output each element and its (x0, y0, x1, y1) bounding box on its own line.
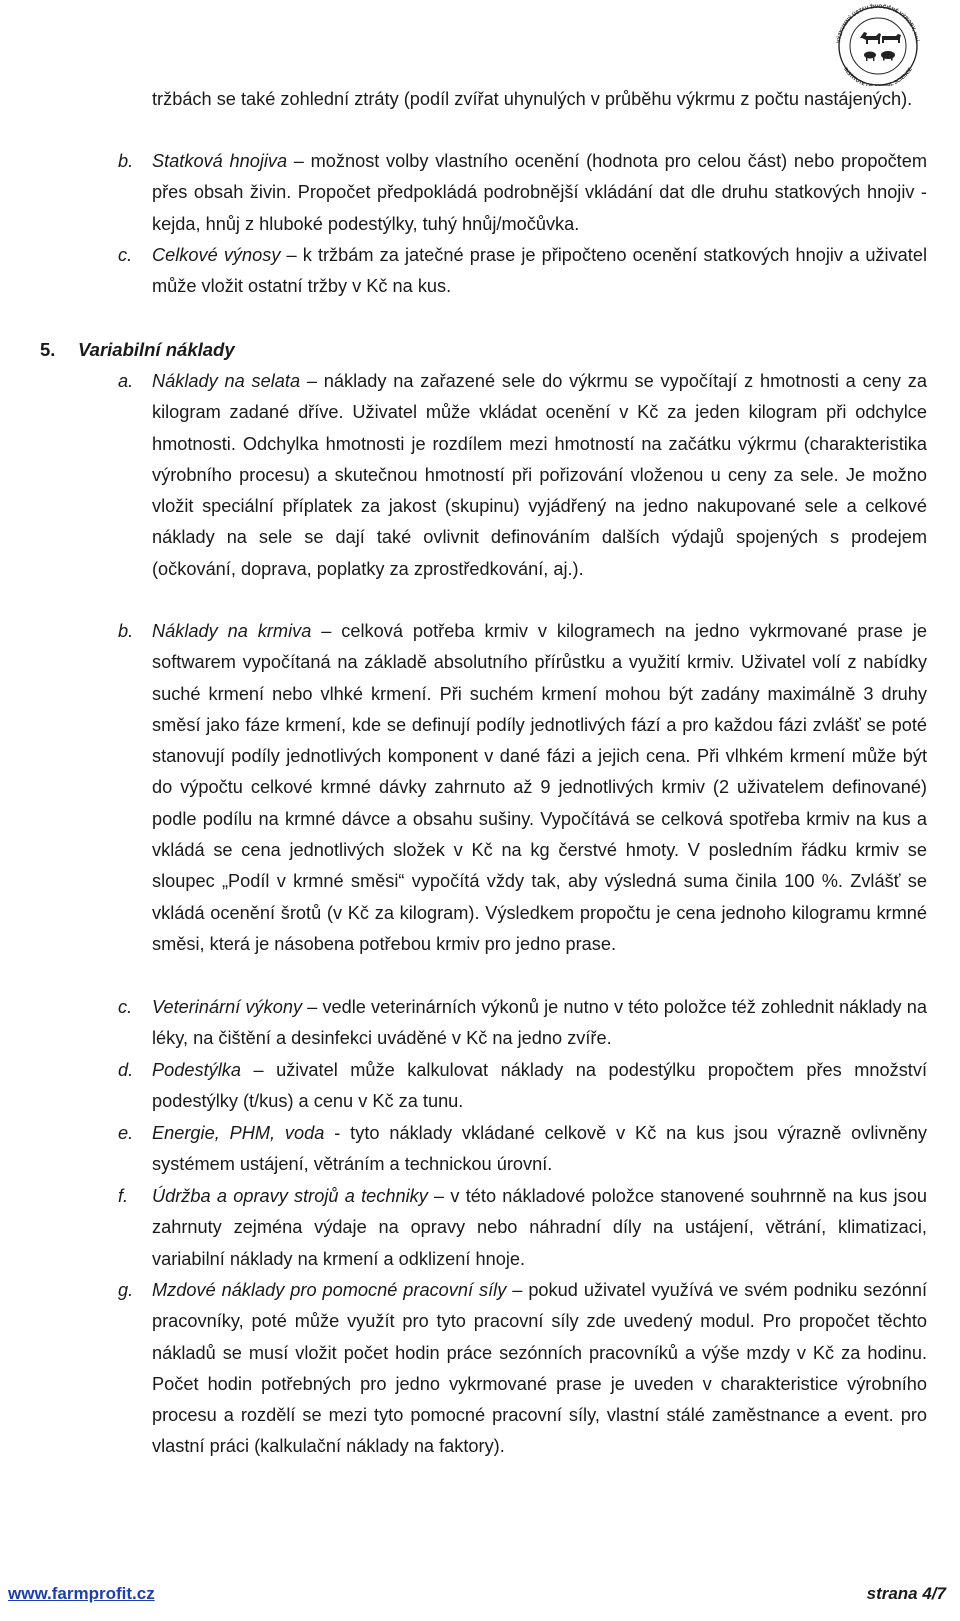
item-term: Veterinární výkony (152, 997, 303, 1017)
section-title: Variabilní náklady (78, 339, 235, 360)
item-term: Energie, PHM, voda (152, 1123, 325, 1143)
list-marker: g. (118, 1280, 134, 1300)
item-text: – celková potřeba krmiv v kilogramech na jedno vykrmované prase je softwarem vypočítaná na základě absolutního přírůstku a využití krmiv. Uživatel volí z nabídky suché krmení nebo vlhké krmení. Při suchém krmení mohou být zadány maximálně 3 druhy směsí jako fáze krmení, kde se definují podíly jednotlivých fází a pro každou fázi zvlášť se poté stanovují podíly jednotlivých komponent v dané fázi a jejich cena. Při vlhkém krmení může být do výpočtu celkové krmné dávky zahrnuto až 9 jednotlivých krmiv (2 uživatelem definované) podle podílu na krmné dávce a obsahu sušiny. Vypočítává se celková spotřeba krmiv na kus a vkládá se cena jednotlivých složek v Kč na kg čerstvé hmoty. V posledním řádku krmiv se sloupec „Podíl v krmné směsi“ vypočítá vždy tak, aby výsledná suma činila 100 %. Zvlášť se vkládá ocenění šrotů (v Kč za kilogram). Výsledkem propočtu je cena jednoho kilogramu krmné směsi, která je násobena potřebou krmiv pro jedno prase. (152, 621, 927, 954)
item-text: – pokud uživatel využívá ve svém podniku sezónní pracovníky, poté může využít pro tyto pracovní síly zde uvedený modul. Pro propočet těchto nákladů se musí vložit počet hodin práce sezónních pracovníků a výše mzdy v Kč za hodinu. Počet hodin potřebných pro jedno vykrmované prase je uveden v charakteristice výrobního procesu a rozdělí se mezi tyto pomocné pracovní síly, vlastní stálé zaměstnance a event. pro vlastní práci (kalkulační náklady na faktory). (152, 1280, 927, 1457)
item-term: Celkové výnosy (152, 245, 281, 265)
item-text: – vedle veterinárních výkonů je nutno v této položce též zohlednit náklady na léky, na čištění a desinfekci uváděné v Kč na jedno zvíře. (152, 997, 927, 1049)
list-marker: c. (118, 997, 133, 1017)
continuation-text: tržbách se také zohlední ztráty (podíl zvířat uhynulých v průběhu výkrmu z počtu nastájených). (152, 89, 913, 109)
svg-text:INSTITUTE OF ANIMAL SCIENCE: INSTITUTE O AL SCIENCE (842, 66, 914, 86)
list-item-naklady-na-krmiva (152, 616, 927, 960)
list-marker: b. (118, 621, 134, 641)
list-item-statkova-hnojiva (152, 146, 927, 240)
item-term: Statková hnojiva (152, 151, 288, 171)
item-term: Náklady na selata (152, 371, 301, 391)
section-number: 5. (40, 339, 56, 360)
item-text: - tyto náklady vkládané celkově v Kč na kus jsou výrazně ovlivněny systémem ustájení, větráním a technickou úrovní. (152, 1123, 928, 1175)
list-item-veterinarni-vykony (152, 992, 927, 1055)
footer-website-link[interactable]: www.farmprofit.cz (8, 1584, 155, 1603)
list-item-celkove-vynosy (152, 240, 927, 303)
item-text: – uživatel může kalkulovat náklady na podestýlku propočtem přes množství podestýlky (t/kus) a cenu v Kč za tunu. (152, 1060, 927, 1112)
svg-text:VÝZKUMNÝ ÚSTAV ŽIVOČIŠNÉ VÝROB: VÝZKUMNÝ ÚSTAV ŽIVOČIŠNÉ VÝROBY, v.v.i. (836, 3, 920, 44)
item-text: – k tržbám za jatečné prase je připočteno ocenění statkových hnojiv a uživatel může vložit ostatní tržby v Kč na kus. (152, 245, 927, 297)
list-marker: c. (118, 245, 133, 265)
list-marker: f. (118, 1186, 129, 1206)
list-marker: d. (118, 1060, 134, 1080)
item-text: – v této nákladové položce stanovené souhrnně na kus jsou zahrnuty zejména výdaje na opravy nebo náhradní díly na ustájení, větrání, klimatizaci, variabilní náklady na krmení a odklizení hnoje. (152, 1186, 927, 1269)
list-item-mzdove-naklady (152, 1275, 927, 1463)
item-term: Mzdové náklady pro pomocné pracovní síly (152, 1280, 507, 1300)
item-term: Podestýlka (152, 1060, 241, 1080)
list-marker: a. (118, 371, 134, 391)
item-term: Náklady na krmiva (152, 621, 312, 641)
item-text: – možnost volby vlastního ocenění (hodnota pro celou část) nebo propočtem přes obsah živin. Propočet předpokládá podrobnější vkládání dat dle druhu statkových hnojiv - kejda, hnůj z hluboké podestýlky, tuhý hnůj/močůvka. (152, 151, 927, 234)
list-item-naklady-na-selata (152, 366, 927, 585)
list-marker: b. (118, 151, 134, 171)
item-term: Údržba a opravy strojů a techniky (152, 1186, 428, 1206)
page-number: strana 4/7 (866, 1584, 946, 1603)
list-item-podestylka (152, 1055, 927, 1118)
list-marker: e. (118, 1123, 134, 1143)
section-heading (40, 334, 235, 365)
list-item-energie (152, 1118, 927, 1181)
item-text: – náklady na zařazené sele do výkrmu se vypočítají z hmotnosti a ceny za kilogram zadané dříve. Uživatel může vkládat ocenění v Kč za jeden kilogram při odchylce hmotnosti. Odchylka hmotnosti je rozdílem mezi hmotností na začátku výkrmu (charakteristika výrobního procesu) a skutečnou hmotností při pořizování vloženou u ceny za sele. Je možno vložit speciální příplatek za jakost (skupinu) vyjádřený na jedno nakupované sele a celkové náklady na sele se dají také ovlivnit definováním dalších výdajů spojených s prodejem (očkování, doprava, poplatky za zprostředkování, aj.). (152, 371, 928, 579)
institute-logo (826, 2, 930, 86)
list-item-udrzba (152, 1181, 927, 1275)
